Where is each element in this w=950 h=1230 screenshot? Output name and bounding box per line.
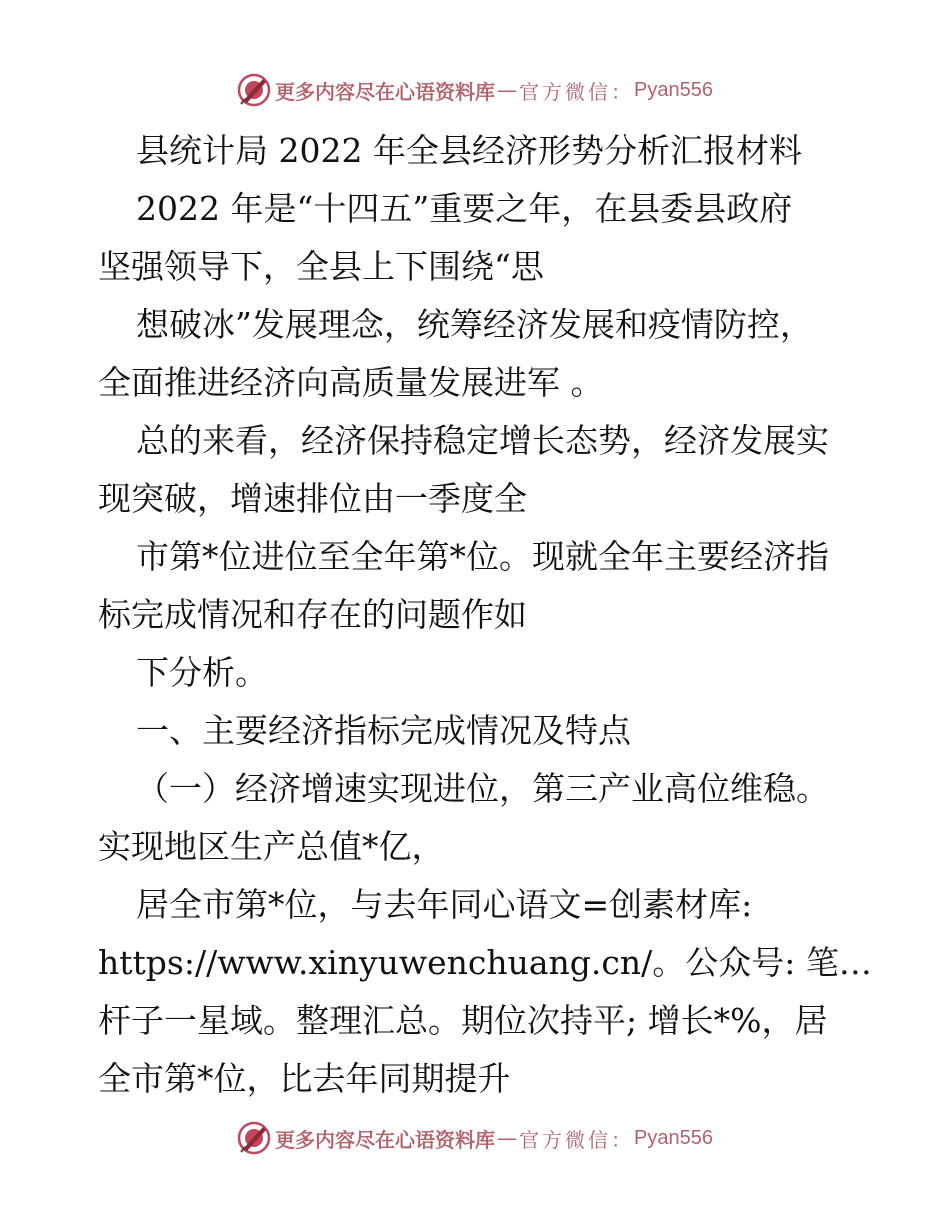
watermark-banner-bottom [0, 1118, 950, 1158]
watermark-dash: — [497, 1126, 518, 1150]
document-title: 县统计局 2022 年全县经济形势分析汇报材料 [136, 131, 802, 170]
body-line: 市第*位进位至全年第*位。现就全年主要经济指 [136, 537, 829, 576]
watermark-wechat-label: 官方微信： [519, 1127, 635, 1152]
body-line: 下分析。 [136, 653, 268, 692]
subsection-heading: （一）经济增速实现进位，第三产业高位维稳。 [136, 769, 829, 808]
document-body [98, 122, 872, 1108]
body-line: 全面推进经济向高质量发展进军 。 [98, 363, 604, 402]
body-line: 2022 年是“十四五”重要之年，在县委县政府 [136, 189, 793, 228]
watermark-slogan: 更多内容尽在心语资料库 [275, 79, 496, 104]
body-line: 坚强领导下，全县上下围绕“思 [98, 247, 544, 286]
body-line: 标完成情况和存在的问题作如 [98, 595, 527, 634]
body-line: 全市第*位，比去年同期提升 [98, 1059, 511, 1098]
watermark-wechat-id: Pyan556 [634, 1126, 713, 1149]
body-line-url: https://www.xinyuwenchuang.cn/。公众号: 笔… [98, 943, 872, 982]
feather-pen-seal-icon [237, 73, 271, 107]
body-line: 总的来看，经济保持稳定增长态势，经济发展实 [136, 421, 829, 460]
watermark-slogan: 更多内容尽在心语资料库 [275, 1127, 496, 1152]
watermark-banner-top [0, 70, 950, 110]
body-line: 居全市第*位，与去年同心语文=创素材库: [136, 885, 753, 924]
body-line: 实现地区生产总值*亿， [98, 827, 445, 866]
watermark-dash: — [497, 78, 518, 102]
body-line: 想破冰”发展理念，统筹经济发展和疫情防控， [136, 305, 813, 344]
feather-pen-seal-icon [237, 1121, 271, 1155]
watermark-wechat-id: Pyan556 [634, 78, 713, 101]
watermark-wechat-label: 官方微信： [519, 79, 635, 104]
body-line: 杆子一星域。整理汇总。期位次持平; 增长*%，居 [98, 1001, 828, 1040]
section-heading: 一、主要经济指标完成情况及特点 [136, 711, 631, 750]
body-line: 现突破，增速排位由一季度全 [98, 479, 527, 518]
